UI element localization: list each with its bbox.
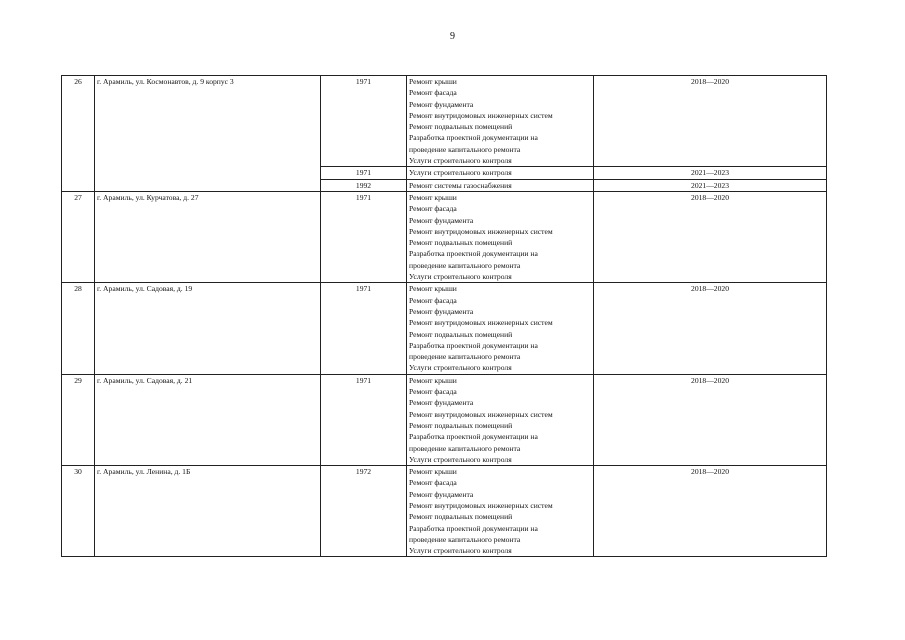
row-number-cell: 26 (62, 76, 95, 192)
work-item: проведение капитального ремонта (409, 352, 521, 362)
work-item: Услуги строительного контроля (409, 156, 512, 166)
work-types-cell (407, 466, 594, 557)
period-cell: 2018—2020 (594, 374, 827, 465)
work-item: Услуги строительного контроля (409, 363, 512, 373)
year-cell: 1971 (321, 76, 407, 167)
page-number: 9 (450, 31, 455, 42)
work-item: Ремонт внутридомовых инженерных систем (409, 226, 553, 236)
period-cell: 2021—2023 (594, 167, 827, 179)
work-types-cell (407, 191, 594, 282)
row-number-cell: 29 (62, 374, 95, 465)
address-cell: г. Арамиль, ул. Ленина, д. 1Б (95, 466, 321, 557)
work-item: Ремонт крыши (409, 77, 457, 86)
table-body (62, 76, 827, 557)
work-item: Услуги строительного контроля (409, 168, 512, 178)
work-item: Разработка проектной документации на (409, 249, 538, 259)
work-types-cell (407, 167, 594, 179)
work-item: Ремонт крыши (409, 375, 457, 385)
work-item: Ремонт фасада (409, 204, 457, 214)
address-cell: г. Арамиль, ул. Курчатова, д. 27 (95, 191, 321, 282)
year-cell: 1971 (321, 283, 407, 374)
work-item: Ремонт крыши (409, 192, 457, 202)
repair-schedule-table (61, 75, 827, 557)
year-cell: 1971 (321, 191, 407, 282)
row-number-cell: 30 (62, 466, 95, 557)
work-item: проведение капитального ремонта (409, 534, 521, 544)
work-item: Ремонт крыши (409, 467, 457, 477)
work-item: Ремонт подвальных помещений (409, 122, 513, 132)
work-item: проведение капитального ремонта (409, 144, 521, 154)
work-types-cell (407, 179, 594, 191)
work-item: Ремонт внутридомовых инженерных систем (409, 110, 553, 120)
work-item: Ремонт подвальных помещений (409, 512, 513, 522)
work-item: Ремонт фундамента (409, 215, 474, 225)
work-item: Разработка проектной документации на (409, 340, 538, 350)
year-cell: 1971 (321, 167, 407, 179)
work-item: Ремонт внутридомовых инженерных систем (409, 409, 553, 419)
work-item: Ремонт подвальных помещений (409, 329, 513, 339)
work-types-cell (407, 76, 594, 167)
work-item: проведение капитального ремонта (409, 443, 521, 453)
work-item: Ремонт фундамента (409, 489, 474, 499)
address-cell: г. Арамиль, ул. Космонавтов, д. 9 корпус 3 (95, 76, 321, 192)
year-cell: 1971 (321, 374, 407, 465)
work-item: Ремонт внутридомовых инженерных систем (409, 500, 553, 510)
work-item: Разработка проектной документации на (409, 523, 538, 533)
work-item: Ремонт системы газоснабжения (409, 180, 512, 190)
work-types-cell (407, 374, 594, 465)
period-cell: 2018—2020 (594, 466, 827, 557)
table-row (62, 283, 827, 374)
work-item: Услуги строительного контроля (409, 546, 512, 556)
work-item: Услуги строительного контроля (409, 272, 512, 282)
work-item: Ремонт крыши (409, 284, 457, 294)
period-cell: 2018—2020 (594, 191, 827, 282)
year-cell: 1992 (321, 179, 407, 191)
row-number-cell: 28 (62, 283, 95, 374)
work-item: Ремонт фасада (409, 88, 457, 98)
period-cell: 2018—2020 (594, 76, 827, 167)
work-item: Ремонт фасада (409, 387, 457, 397)
table-row (62, 466, 827, 557)
table-row (62, 374, 827, 465)
work-item: Ремонт фасада (409, 478, 457, 488)
table-row (62, 191, 827, 282)
period-cell: 2018—2020 (594, 283, 827, 374)
work-item: Ремонт фундамента (409, 306, 474, 316)
work-item: Услуги строительного контроля (409, 454, 512, 464)
work-item: Ремонт фасада (409, 295, 457, 305)
address-cell: г. Арамиль, ул. Садовая, д. 19 (95, 283, 321, 374)
work-item: Ремонт подвальных помещений (409, 420, 513, 430)
work-item: Разработка проектной документации на (409, 432, 538, 442)
work-types-cell (407, 283, 594, 374)
year-cell: 1972 (321, 466, 407, 557)
work-item: Ремонт подвальных помещений (409, 238, 513, 248)
work-item: Ремонт внутридомовых инженерных систем (409, 318, 553, 328)
table-row (62, 76, 827, 167)
work-item: Ремонт фундамента (409, 99, 474, 109)
work-item: проведение капитального ремонта (409, 260, 521, 270)
work-item: Ремонт фундамента (409, 398, 474, 408)
work-item: Разработка проектной документации на (409, 133, 538, 143)
period-cell: 2021—2023 (594, 179, 827, 191)
row-number-cell: 27 (62, 191, 95, 282)
address-cell: г. Арамиль, ул. Садовая, д. 21 (95, 374, 321, 465)
